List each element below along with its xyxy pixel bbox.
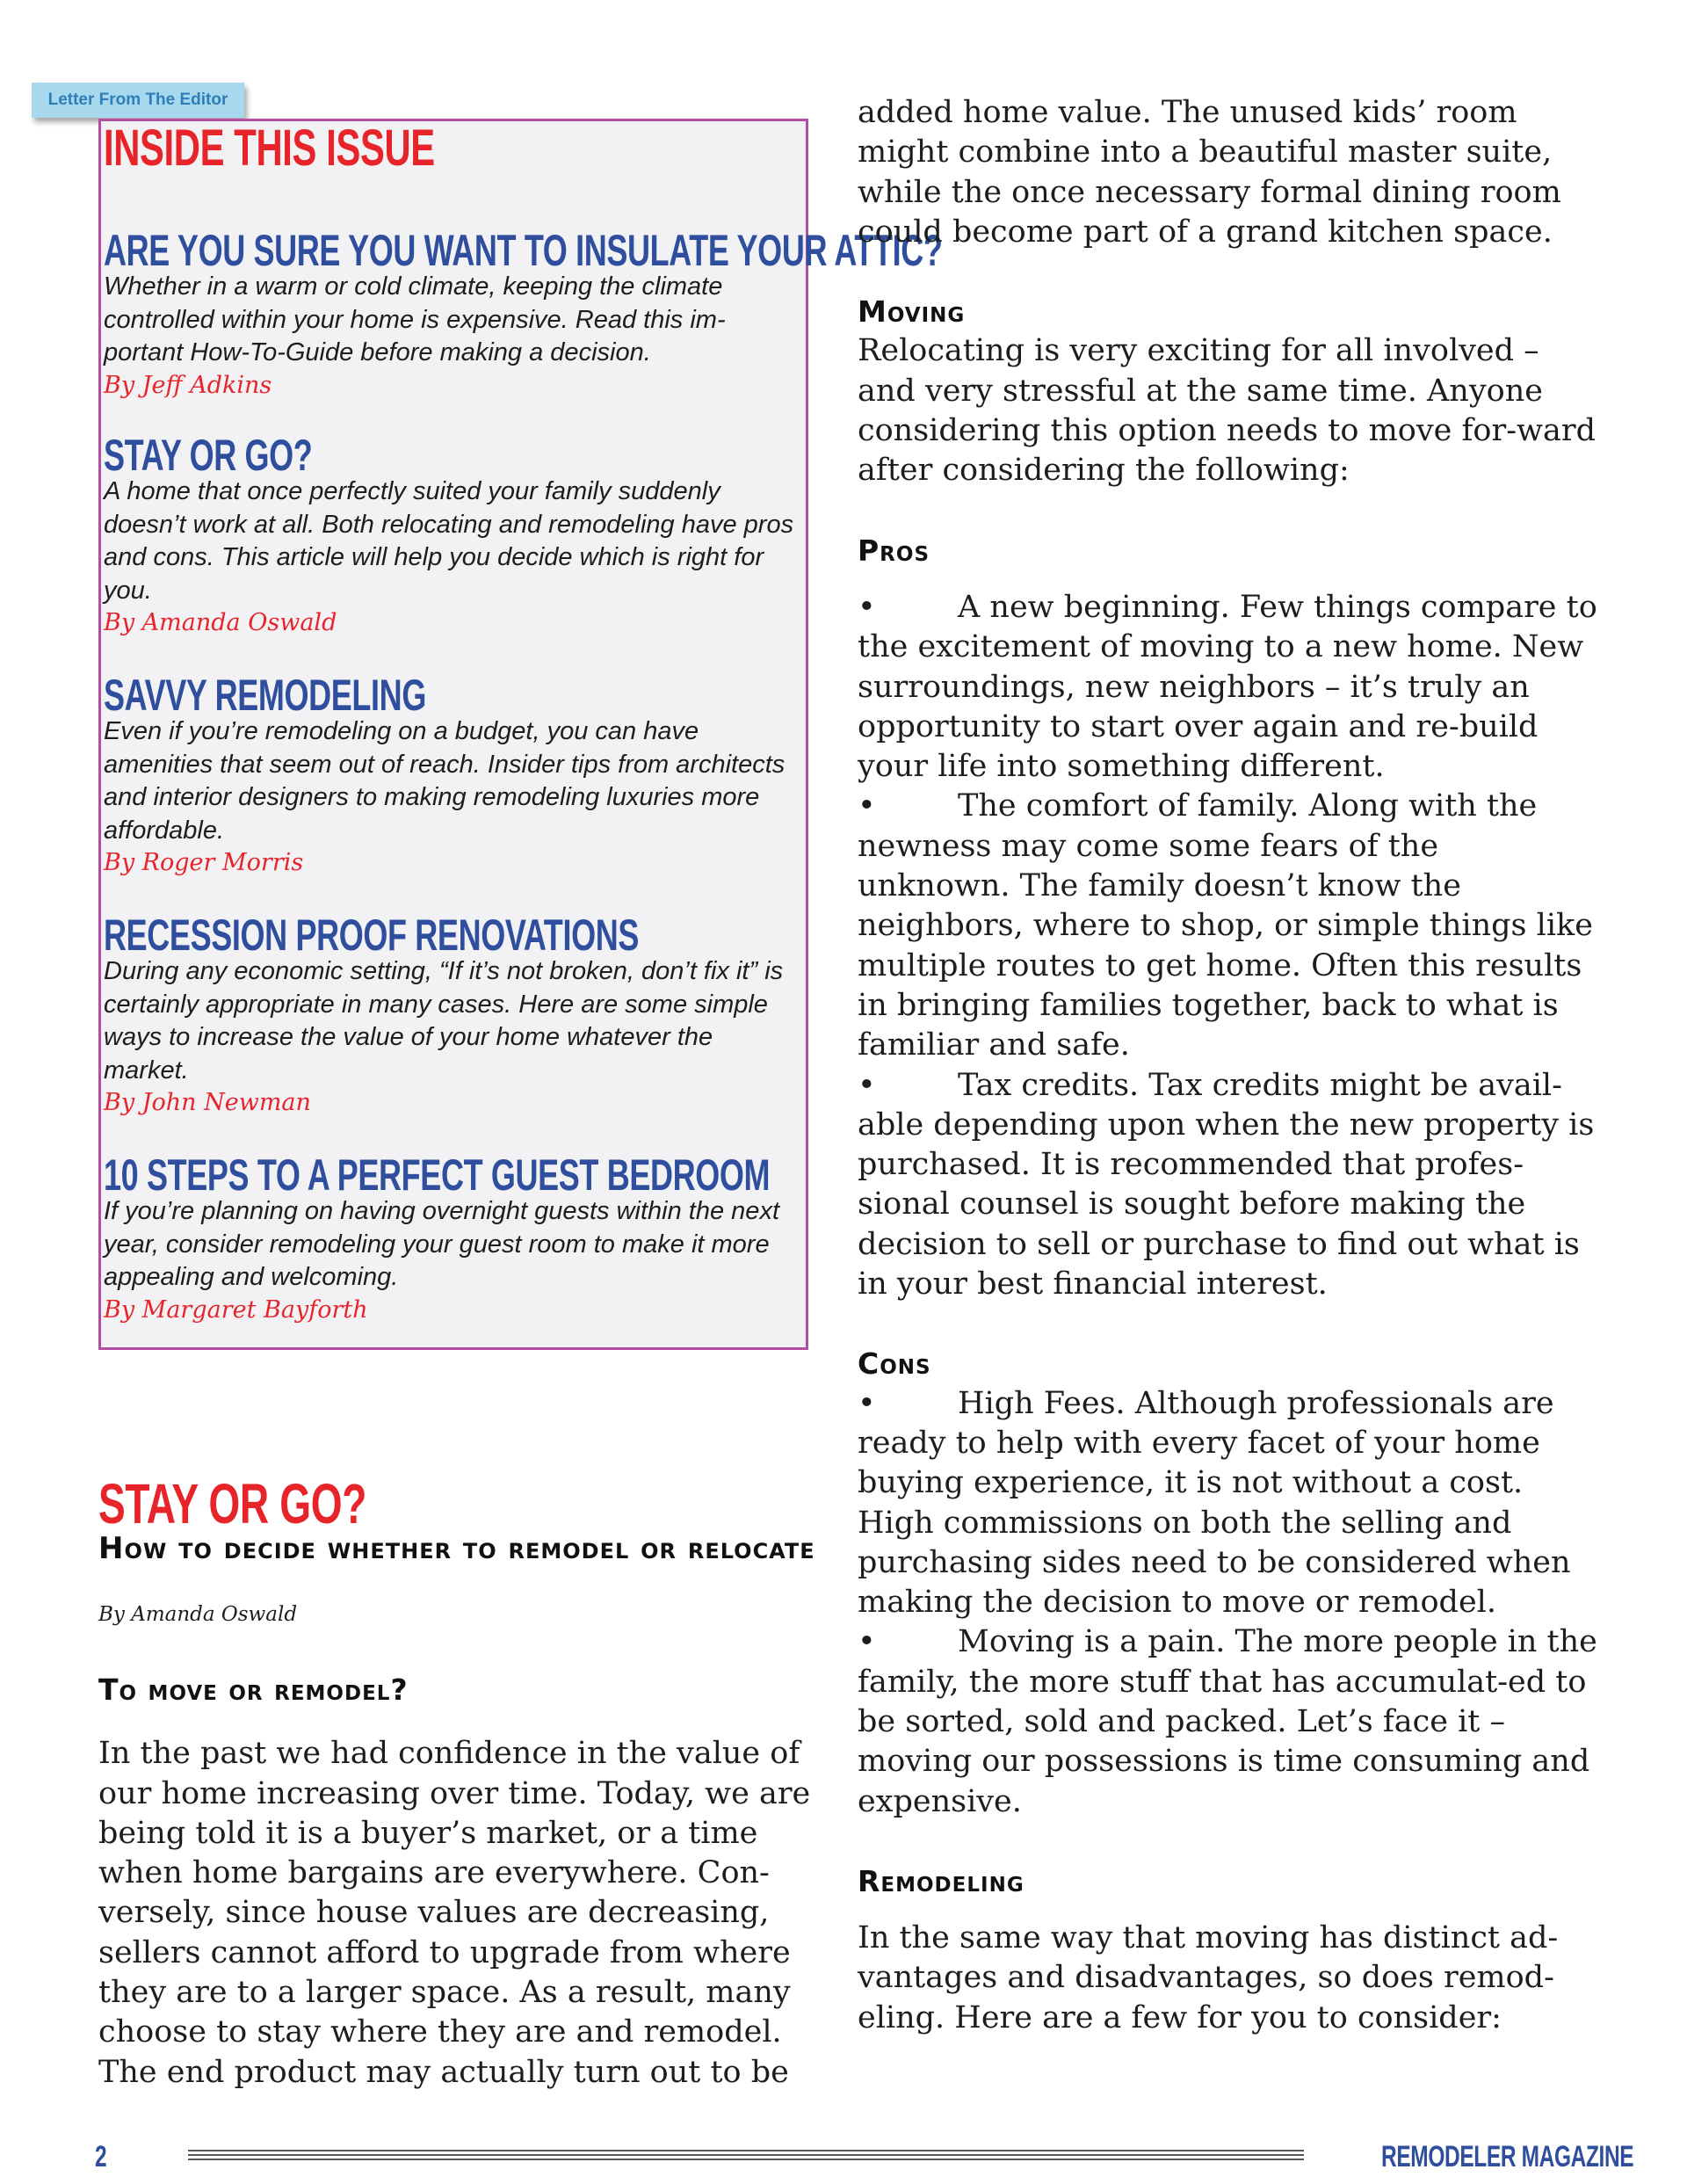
- section-heading-pros: Pros: [858, 533, 930, 568]
- list-item: [858, 588, 1599, 787]
- pro-item-text: A new beginning. Few things compare to the excitement of moving to a new home. New surroundings, new neighbors – it’s truly an opportunity to start over again and re-build your life into something different.: [858, 589, 1597, 785]
- magazine-name: REMODELER MAGAZINE: [1381, 2140, 1634, 2173]
- bullet: •: [858, 589, 876, 625]
- toc-item-title[interactable]: 10 STEPS TO A PERFECT GUEST BEDROOM: [104, 1150, 771, 1200]
- toc-item-title[interactable]: ARE YOU SURE YOU WANT TO INSULATE YOUR ATTIC?: [104, 226, 943, 275]
- section-heading-moving: Moving: [858, 294, 966, 330]
- article-byline: By Amanda Oswald: [98, 1603, 298, 1626]
- list-item: [858, 1066, 1599, 1305]
- toc-item[interactable]: [104, 1151, 802, 1325]
- section-heading-move-or-remodel: To move or remodel?: [98, 1672, 409, 1707]
- toc-item[interactable]: [104, 911, 802, 1118]
- toc-item-description: Whether in a warm or cold climate, keeping the climate controlled within your home is expensive. Read this im-portant How-To-Guide before making a decision.: [104, 272, 726, 366]
- page-number: 2: [95, 2140, 107, 2173]
- section-heading-remodeling: Remodeling: [858, 1863, 1025, 1898]
- toc-item-description: A home that once perfectly suited your family suddenly doesn’t work at all. Both relocating and remodeling have pros and cons. This article will help you decide which is right for you.: [104, 477, 794, 605]
- right-column-body: [858, 93, 1599, 2038]
- toc-item-byline: By Margaret Bayforth: [104, 1295, 368, 1324]
- toc-item[interactable]: [104, 671, 802, 878]
- bullet: •: [858, 788, 876, 824]
- section-tab: Letter From The Editor: [32, 83, 244, 118]
- paragraph-move-or-remodel: In the past we had confidence in the value of our home increasing over time. Today, we are being told it is a buyer’s market, or a time when home bargains are everywhere. Con-versely, since house values are decreasing, sellers cannot afford to upgrade from where they are to a larger space. As a result, many choose to stay where they are and remodel. The end product may actually turn out to be: [98, 1736, 811, 2090]
- left-column-body: [98, 1670, 836, 2093]
- list-item: [858, 1622, 1599, 1821]
- bullet: •: [858, 1385, 876, 1421]
- toc-item-byline: By John Newman: [104, 1089, 311, 1116]
- toc-item[interactable]: [104, 432, 802, 638]
- toc-item-title[interactable]: RECESSION PROOF RENOVATIONS: [104, 911, 640, 960]
- toc-item-description: During any economic setting, “If it’s not broken, don’t fix it” is certainly appropriate in many cases. Here are some simple ways to increase the value of your home whatever the market.: [104, 957, 784, 1085]
- list-item: [858, 1384, 1599, 1623]
- toc-item-byline: By Jeff Adkins: [104, 371, 272, 399]
- con-item-text: High Fees. Although professionals are ready to help with every facet of your home buying experience, it is not without a cost. High commissions on both the selling and purchasing sides need to be considered when making the decision to move or remodel.: [858, 1385, 1571, 1621]
- footer-rule: [188, 2150, 1304, 2163]
- toc-title: INSIDE THIS ISSUE: [104, 120, 435, 177]
- bullet: •: [858, 1067, 876, 1103]
- toc-item-byline: By Amanda Oswald: [104, 609, 337, 636]
- article-title: STAY OR GO?: [98, 1472, 367, 1535]
- article-subtitle: How to decide whether to remodel or relocate: [98, 1531, 815, 1566]
- toc-item-title[interactable]: STAY OR GO?: [104, 431, 313, 480]
- paragraph-continued: added home value. The unused kids’ room might combine into a beautiful master suite, while the once necessary formal dining room could become part of a grand kitchen space.: [858, 95, 1561, 250]
- pro-item-text: The comfort of family. Along with the newness may come some fears of the unknown. The family doesn’t know the neighbors, where to shop, or simple things like multiple routes to get home. Often this results in bringing families together, back to what is familiar and safe.: [858, 788, 1593, 1063]
- toc-item-description: If you’re planning on having overnight guests within the next year, consider remodeling your guest room to make it more appealing and welcoming.: [104, 1197, 779, 1291]
- list-item: [858, 787, 1599, 1065]
- paragraph-moving: Relocating is very exciting for all involved – and very stressful at the same time. Anyone considering this option needs to move for-ward after considering the following:: [858, 333, 1596, 489]
- toc-item-title[interactable]: SAVVY REMODELING: [104, 671, 426, 720]
- paragraph-remodeling: In the same way that moving has distinct ad-vantages and disadvantages, so does remod-eling. Here are a few for you to consider:: [858, 1920, 1559, 2035]
- section-heading-cons: Cons: [858, 1346, 931, 1382]
- toc-item-description: Even if you’re remodeling on a budget, you can have amenities that seem out of reach. Insider tips from architects and interior designers to making remodeling luxuries more affordable.: [104, 717, 786, 845]
- con-item-text: Moving is a pain. The more people in the family, the more stuff that has accumulat-ed to be sorted, sold and packed. Let’s face it – moving our possessions is time consuming and expensive.: [858, 1624, 1597, 1819]
- toc-item-byline: By Roger Morris: [104, 849, 304, 876]
- bullet: •: [858, 1624, 876, 1660]
- pro-item-text: Tax credits. Tax credits might be avail-able depending upon when the new property is purchased. It is recommended that profes-sional counsel is sought before making the decision to sell or purchase to find out what is in your best financial interest.: [858, 1067, 1595, 1302]
